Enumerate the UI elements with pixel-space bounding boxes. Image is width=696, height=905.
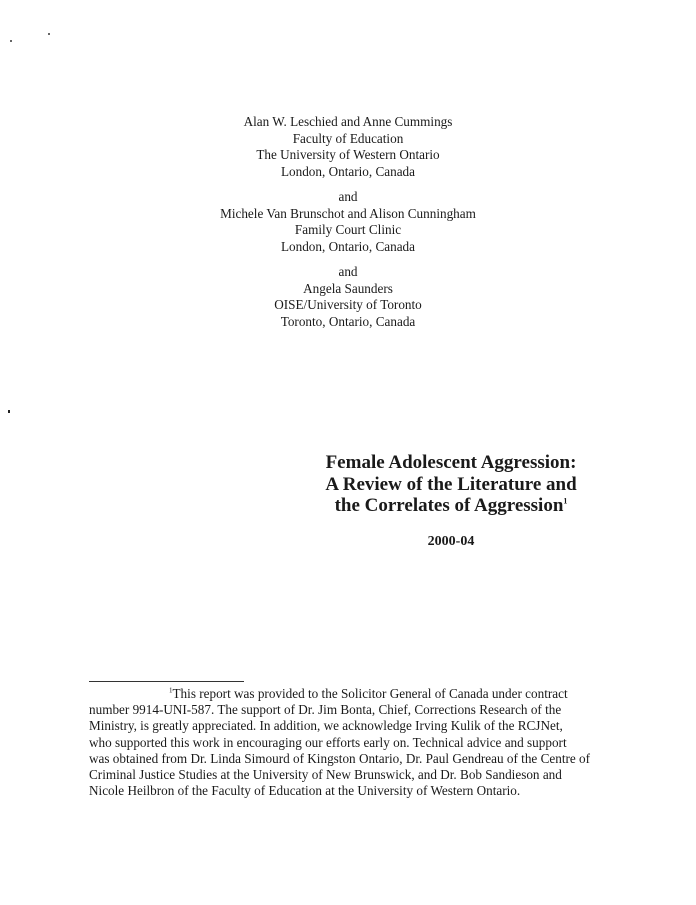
title-line: Female Adolescent Aggression: xyxy=(325,452,577,473)
scan-artifact xyxy=(8,410,10,413)
title-line: the Correlates of Aggression xyxy=(334,495,564,516)
author-conjunction: and xyxy=(338,189,358,204)
author-names: Alan W. Leschied and Anne Cummings xyxy=(243,114,453,129)
footnote-line: who supported this work in encouraging our efforts early on. Technical advice and support xyxy=(89,734,567,750)
footnote-text: This report was provided to the Solicitor General of Canada under contract xyxy=(172,686,568,701)
title-footnote-marker: 1 xyxy=(563,496,568,506)
author-institution: The University of Western Ontario xyxy=(256,147,440,162)
document-title xyxy=(300,452,602,517)
footnote-line: number 9914-UNI-587. The support of Dr. Jim Bonta, Chief, Corrections Research of the xyxy=(89,702,562,718)
footnote-line: was obtained from Dr. Linda Simourd of Kingston Ontario, Dr. Paul Gendreau of the Centre of xyxy=(89,750,591,766)
author-location: London, Ontario, Canada xyxy=(280,163,416,179)
author-department: Family Court Clinic xyxy=(294,222,402,237)
footnote-line xyxy=(89,686,609,702)
author-names: Michele Van Brunschot and Alison Cunningham xyxy=(220,205,476,221)
footnote xyxy=(89,686,609,799)
author-group-2 xyxy=(0,189,696,255)
author-institution: OISE/University of Toronto xyxy=(274,297,422,312)
author-group-3 xyxy=(0,264,696,330)
footnote-line: Nicole Heilbron of the Faculty of Education at the University of Western Ontario. xyxy=(89,783,521,799)
footnote-line: Ministry, is greatly appreciated. In addition, we acknowledge Irving Kulik of the RCJNet, xyxy=(89,718,563,734)
footnote-line: Criminal Justice Studies at the University of New Brunswick, and Dr. Bob Sandieson and xyxy=(89,767,562,783)
report-number: 2000-04 xyxy=(427,534,475,549)
title-line-last xyxy=(300,495,602,517)
author-location: Toronto, Ontario, Canada xyxy=(280,313,416,329)
author-department: Faculty of Education xyxy=(292,130,404,146)
author-location: London, Ontario, Canada xyxy=(280,238,416,254)
author-names: Angela Saunders xyxy=(303,280,393,296)
title-line: A Review of the Literature and xyxy=(325,473,577,495)
scan-artifact xyxy=(10,40,12,42)
scan-artifact xyxy=(48,33,50,35)
author-group-1 xyxy=(0,114,696,180)
author-conjunction: and xyxy=(338,264,358,279)
footnote-marker: 1 xyxy=(169,686,173,695)
footnote-divider xyxy=(89,681,244,682)
